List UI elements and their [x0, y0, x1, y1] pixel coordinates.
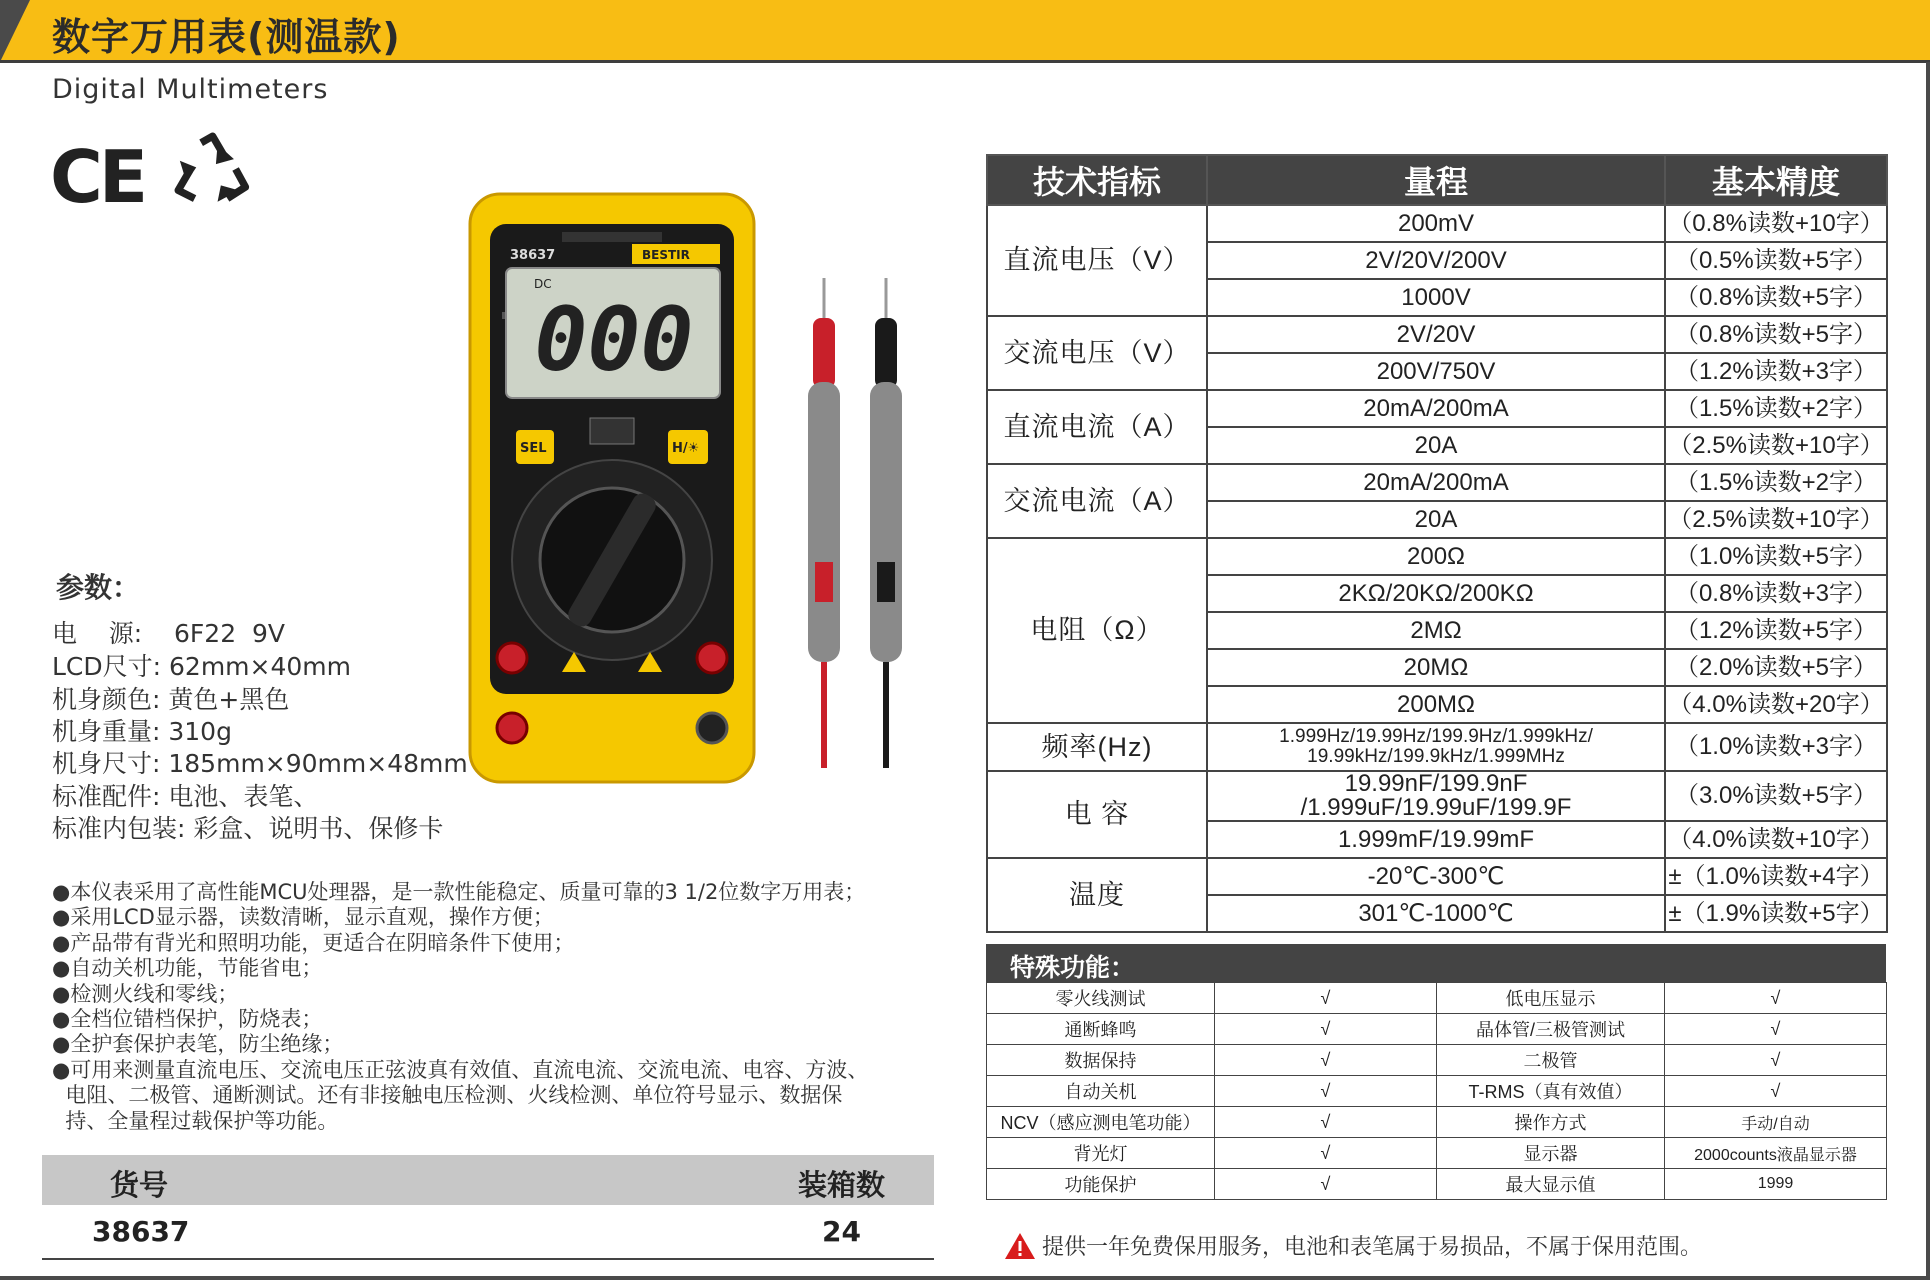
device-model-label: 38637: [510, 248, 556, 263]
spec-row: [987, 205, 1887, 242]
special-function-name: 最大显示值: [1437, 1169, 1665, 1200]
recycle-icon: [170, 128, 252, 210]
special-function-row: [987, 1014, 1887, 1045]
box-quantity-value: 24: [822, 1215, 861, 1248]
spec-range: 1.999Hz/19.99Hz/199.9Hz/1.999kHz/ 19.99kHz/199.9kHz/1.999MHz: [1207, 723, 1665, 771]
feature-line: ●可用来测量直流电压、交流电压正弦波真有效值、直流电流、交流电流、电容、方波、: [52, 1058, 869, 1082]
spec-accuracy: （1.0%读数+5字）: [1665, 538, 1887, 575]
special-function-value: √: [1215, 1107, 1437, 1138]
special-function-row: [987, 1169, 1887, 1200]
special-function-name: NCV（感应测电笔功能）: [987, 1107, 1215, 1138]
special-function-value: √: [1665, 1014, 1887, 1045]
param-line: 标准配件: 电池、表笔、: [52, 782, 319, 811]
special-function-row: [987, 1045, 1887, 1076]
spec-accuracy: （2.5%读数+10字）: [1665, 501, 1887, 538]
spec-category: 电 容: [987, 771, 1207, 858]
special-function-name: 数据保持: [987, 1045, 1215, 1076]
special-function-value: √: [1215, 1138, 1437, 1169]
special-function-row: [987, 1138, 1887, 1169]
spec-range: 20mA/200mA: [1207, 464, 1665, 501]
spec-accuracy: （1.2%读数+5字）: [1665, 612, 1887, 649]
special-function-value: √: [1215, 1076, 1437, 1107]
spec-accuracy: （2.5%读数+10字）: [1665, 427, 1887, 464]
spec-category: 电阻（Ω）: [987, 538, 1207, 723]
lcd-reading: 000: [534, 288, 694, 391]
spec-category: 频率(Hz): [987, 723, 1207, 771]
param-line: 机身颜色: 黄色+黑色: [52, 685, 290, 714]
spec-range: 2MΩ: [1207, 612, 1665, 649]
multimeter-image: [462, 190, 762, 786]
feature-line: ●全档位错档保护，防烧表；: [52, 1007, 323, 1031]
special-function-value: √: [1665, 983, 1887, 1014]
spec-row: [987, 390, 1887, 427]
special-function-name: 低电压显示: [1437, 983, 1665, 1014]
page-border-right: [1926, 62, 1930, 1280]
spec-category: 温度: [987, 858, 1207, 932]
ce-mark-logo: CE: [50, 135, 145, 219]
special-function-row: [987, 983, 1887, 1014]
special-function-value: √: [1215, 1045, 1437, 1076]
feature-line: ●自动关机功能，节能省电；: [52, 956, 323, 980]
spec-range: 1.999mF/19.99mF: [1207, 821, 1665, 858]
special-function-name: 晶体管/三极管测试: [1437, 1014, 1665, 1045]
special-function-name: 功能保护: [987, 1169, 1215, 1200]
spec-range: 2V/20V/200V: [1207, 242, 1665, 279]
param-line: LCD尺寸: 62mm×40mm: [52, 652, 351, 681]
spec-range: 2V/20V: [1207, 316, 1665, 353]
special-functions-title: 特殊功能：: [1010, 953, 1136, 982]
spec-row: [987, 723, 1887, 771]
spec-range: 20mA/200mA: [1207, 390, 1665, 427]
special-function-value: √: [1665, 1076, 1887, 1107]
spec-row: [987, 316, 1887, 353]
feature-line: ●检测火线和零线；: [52, 982, 239, 1006]
spec-range: 19.99nF/199.9nF /1.999uF/19.99uF/199.9F: [1207, 771, 1665, 821]
spec-accuracy: （0.8%读数+10字）: [1665, 205, 1887, 242]
spec-range: 20MΩ: [1207, 649, 1665, 686]
header-accent: [0, 0, 30, 62]
param-line: 标准内包装: 彩盒、说明书、保修卡: [52, 814, 444, 843]
spec-accuracy: （0.8%读数+5字）: [1665, 316, 1887, 353]
test-probes-image: [790, 272, 920, 772]
spec-range: 2KΩ/20KΩ/200KΩ: [1207, 575, 1665, 612]
spec-category: 直流电压（V）: [987, 205, 1207, 316]
params-heading: 参数：: [56, 571, 141, 604]
spec-table: [986, 154, 1888, 933]
device-brand-label: BESTIR: [642, 248, 690, 262]
special-function-value: 手动/自动: [1665, 1107, 1887, 1138]
param-line: 机身尺寸: 185mm×90mm×48mm: [52, 749, 468, 778]
item-number-value: 38637: [92, 1215, 190, 1248]
spec-accuracy: ±（1.0%读数+4字）: [1665, 858, 1887, 895]
spec-accuracy: ±（1.9%读数+5字）: [1665, 895, 1887, 932]
box-quantity-header: 装箱数: [798, 1168, 886, 1202]
warranty-notice: 提供一年免费保用服务，电池和表笔属于易损品，不属于保用范围。: [1042, 1235, 1703, 1260]
special-function-name: 通断蜂鸣: [987, 1014, 1215, 1045]
spec-row: [987, 771, 1887, 821]
feature-line: 持、全量程过载保护等功能。: [52, 1109, 339, 1133]
spec-range: 200Ω: [1207, 538, 1665, 575]
feature-line: ●产品带有背光和照明功能，更适合在阴暗条件下使用；: [52, 931, 575, 955]
spec-range: 1000V: [1207, 279, 1665, 316]
special-function-name: T-RMS（真有效值）: [1437, 1076, 1665, 1107]
special-function-value: √: [1215, 983, 1437, 1014]
spec-category: 直流电流（A）: [987, 390, 1207, 464]
page-border-bottom: [0, 1276, 1930, 1280]
sel-button: SEL: [520, 441, 547, 456]
svg-text:DC: DC: [534, 277, 552, 291]
spec-category: 交流电压（V）: [987, 316, 1207, 390]
spec-category: 交流电流（A）: [987, 464, 1207, 538]
special-function-name: 零火线测试: [987, 983, 1215, 1014]
spec-accuracy: （4.0%读数+10字）: [1665, 821, 1887, 858]
spec-row: [987, 464, 1887, 501]
spec-range: 20A: [1207, 427, 1665, 464]
special-function-name: 背光灯: [987, 1138, 1215, 1169]
spec-header-metric: 技术指标: [987, 155, 1207, 205]
special-function-value: 2000counts液晶显示器: [1665, 1138, 1887, 1169]
spec-range: 20A: [1207, 501, 1665, 538]
special-function-value: √: [1215, 1169, 1437, 1200]
spec-accuracy: （1.5%读数+2字）: [1665, 390, 1887, 427]
feature-line: 电阻、二极管、通断测试。还有非接触电压检测、火线检测、单位符号显示、数据保: [52, 1083, 843, 1107]
item-number-header: 货号: [110, 1168, 169, 1202]
page-subtitle: Digital Multimeters: [52, 74, 329, 105]
spec-accuracy: （4.0%读数+20字）: [1665, 686, 1887, 723]
spec-accuracy: （3.0%读数+5字）: [1665, 771, 1887, 821]
spec-accuracy: （0.8%读数+3字）: [1665, 575, 1887, 612]
spec-accuracy: （1.2%读数+3字）: [1665, 353, 1887, 390]
feature-line: ●采用LCD显示器，读数清晰，显示直观，操作方便；: [52, 905, 554, 929]
special-function-name: 操作方式: [1437, 1107, 1665, 1138]
special-function-name: 二极管: [1437, 1045, 1665, 1076]
special-function-row: [987, 1076, 1887, 1107]
param-line: 电 源: 6F22 9V: [52, 619, 285, 648]
special-function-value: √: [1215, 1014, 1437, 1045]
special-function-value: √: [1665, 1045, 1887, 1076]
feature-line: ●全护套保护表笔，防尘绝缘；: [52, 1032, 344, 1056]
param-line: 机身重量: 310g: [52, 717, 232, 746]
order-table-rule: [42, 1258, 934, 1260]
special-functions-table: [986, 982, 1887, 1200]
warning-icon: [1004, 1232, 1036, 1260]
spec-range: 301℃-1000℃: [1207, 895, 1665, 932]
spec-header-accuracy: 基本精度: [1665, 155, 1887, 205]
special-function-name: 自动关机: [987, 1076, 1215, 1107]
spec-range: 200MΩ: [1207, 686, 1665, 723]
page-title: 数字万用表(测温款): [52, 15, 401, 59]
spec-accuracy: （1.0%读数+3字）: [1665, 723, 1887, 771]
spec-range: -20℃-300℃: [1207, 858, 1665, 895]
spec-accuracy: （0.8%读数+5字）: [1665, 279, 1887, 316]
special-function-row: [987, 1107, 1887, 1138]
spec-accuracy: （2.0%读数+5字）: [1665, 649, 1887, 686]
spec-accuracy: （1.5%读数+2字）: [1665, 464, 1887, 501]
special-function-value: 1999: [1665, 1169, 1887, 1200]
feature-line: ●本仪表采用了高性能MCU处理器，是一款性能稳定、质量可靠的3 1/2位数字万用表；: [52, 880, 866, 904]
spec-row: [987, 538, 1887, 575]
spec-range: 200V/750V: [1207, 353, 1665, 390]
hold-button: H/☀: [672, 441, 700, 456]
spec-accuracy: （0.5%读数+5字）: [1665, 242, 1887, 279]
special-function-name: 显示器: [1437, 1138, 1665, 1169]
spec-row: [987, 858, 1887, 895]
spec-header-range: 量程: [1207, 155, 1665, 205]
spec-range: 200mV: [1207, 205, 1665, 242]
